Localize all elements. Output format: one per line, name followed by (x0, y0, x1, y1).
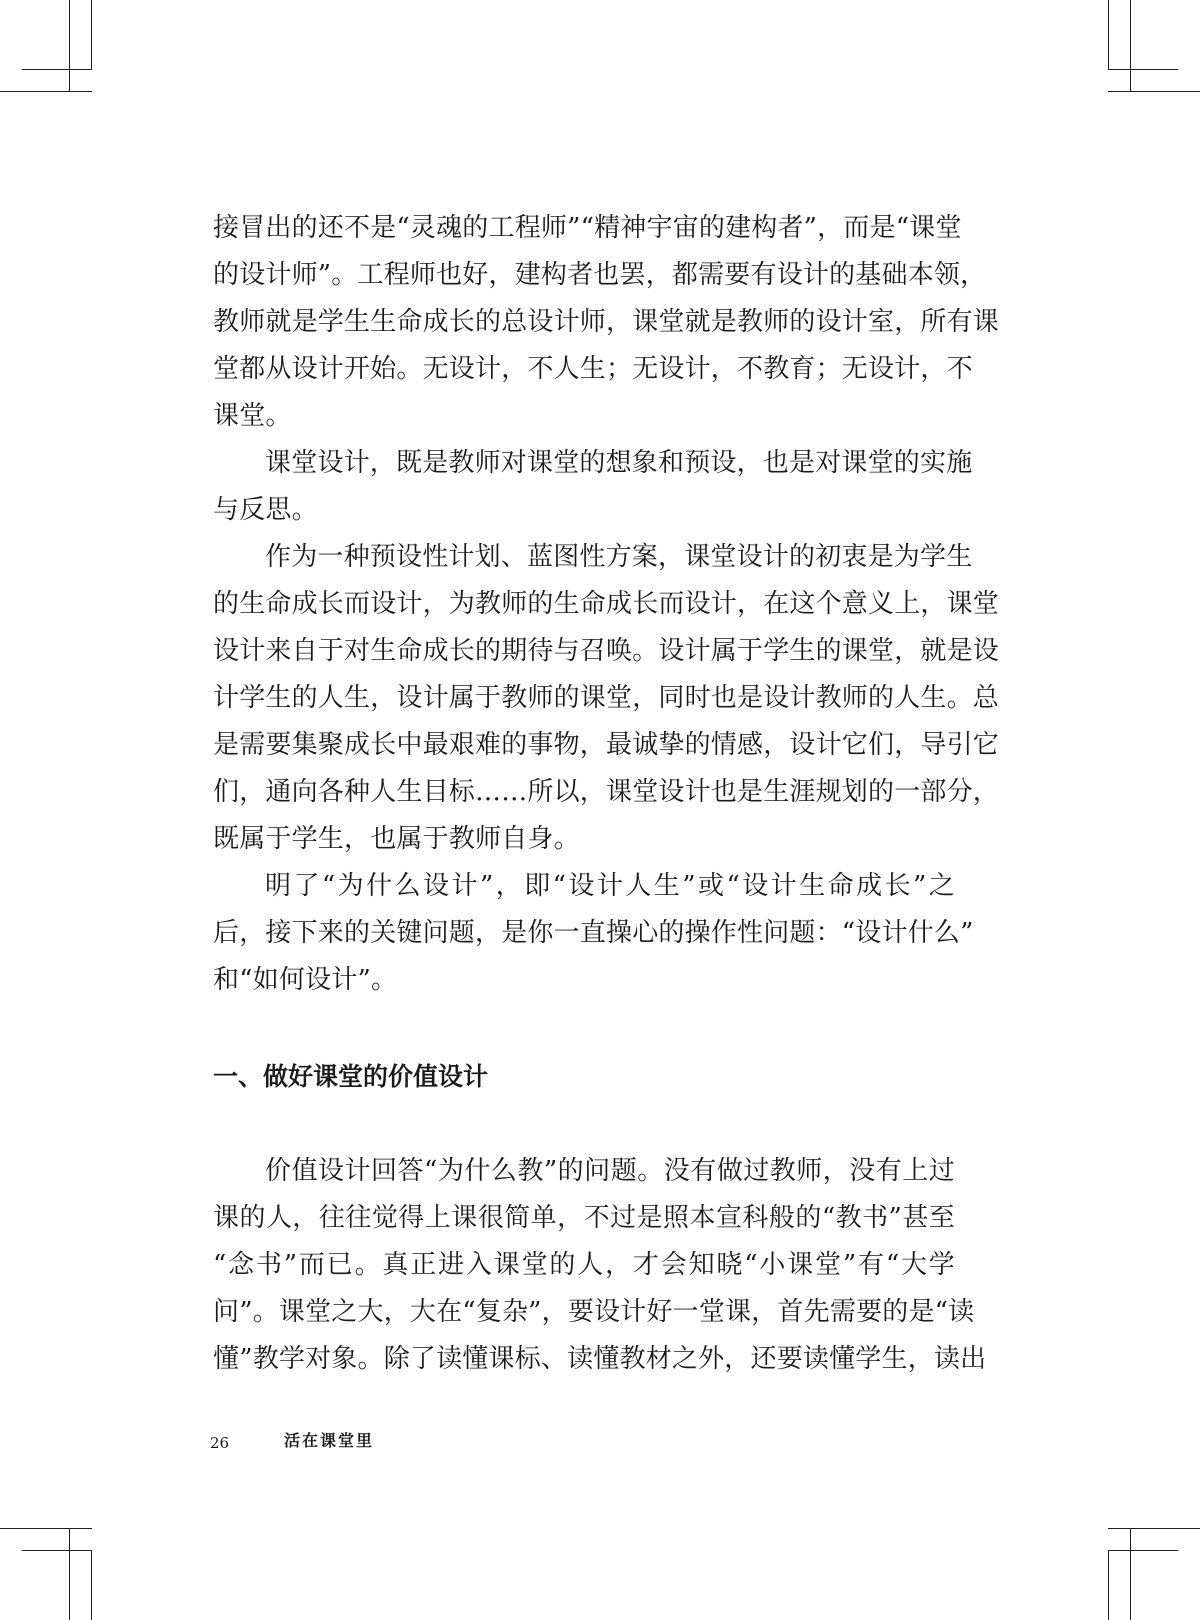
paragraph-line: 课堂。 (213, 401, 292, 431)
paragraph-line: 和“如何设计”。 (213, 965, 398, 995)
paragraph-line: “念书”而已。真正进入课堂的人，才会知晓“小课堂”有“大学 (213, 1250, 955, 1280)
crop-mark-bottom-right-v2 (1130, 1528, 1131, 1620)
crop-mark-top-right-h2 (1108, 91, 1200, 92)
crop-mark-bottom-right-h (1108, 1550, 1178, 1551)
crop-mark-top-right-v (1108, 0, 1109, 70)
paragraph-line: 堂都从设计开始。无设计，不人生；无设计，不教育；无设计，不 (213, 354, 973, 384)
paragraph-line: 接冒出的还不是“灵魂的工程师”“精神宇宙的建构者”，而是“课堂 (213, 213, 962, 243)
crop-mark-top-left-h (22, 69, 92, 70)
crop-mark-bottom-left-v2 (69, 1528, 70, 1620)
crop-mark-bottom-right-v (1108, 1550, 1109, 1620)
paragraph-line: 们，通向各种人生目标……所以，课堂设计也是生涯规划的一部分， (213, 777, 1000, 807)
crop-mark-top-left-h2 (0, 91, 92, 92)
paragraph-line: 作为一种预设性计划、蓝图性方案，课堂设计的初衷是为学生 (265, 542, 973, 572)
page-number: 26 (210, 1434, 230, 1452)
paragraph-line: 的生命成长而设计，为教师的生命成长而设计，在这个意义上，课堂 (213, 589, 1000, 619)
paragraph-line: 教师就是学生生命成长的总设计师，课堂就是教师的设计室，所有课 (213, 307, 1000, 337)
crop-mark-top-left-v (91, 0, 92, 70)
running-footer-title: 活在课堂里 (284, 1431, 375, 1450)
crop-mark-bottom-left-h2 (0, 1528, 92, 1529)
paragraph-line: 明了“为什么设计”，即“设计人生”或“设计生命成长”之 (265, 871, 955, 901)
crop-mark-top-left-v2 (69, 0, 70, 92)
crop-mark-top-right-v2 (1130, 0, 1131, 92)
section-heading: 一、做好课堂的价值设计 (213, 1062, 489, 1091)
paragraph-line: 懂”教学对象。除了读懂课标、读懂教材之外，还要读懂学生，读出 (213, 1344, 987, 1374)
paragraph-line: 与反思。 (213, 495, 318, 525)
paragraph-line: 是需要集聚成长中最艰难的事物，最诚挚的情感，设计它们，导引它 (213, 730, 1000, 760)
crop-mark-bottom-left-v (91, 1550, 92, 1620)
paragraph-line: 后，接下来的关键问题，是你一直操心的操作性问题：“设计什么” (213, 918, 974, 948)
paragraph-line: 问”。课堂之大，大在“复杂”，要设计好一堂课，首先需要的是“读 (213, 1297, 975, 1327)
crop-mark-bottom-right-h2 (1108, 1528, 1200, 1529)
paragraph-line: 的设计师”。工程师也好，建构者也罢，都需要有设计的基础本领， (213, 260, 987, 290)
paragraph-line: 既属于学生，也属于教师自身。 (213, 824, 580, 854)
crop-mark-bottom-left-h (22, 1550, 92, 1551)
paragraph-line: 计学生的人生，设计属于教师的课堂，同时也是设计教师的人生。总 (213, 683, 1000, 713)
paragraph-line: 课的人，往往觉得上课很简单，不过是照本宣科般的“教书”甚至 (213, 1203, 955, 1233)
paragraph-line: 设计来自于对生命成长的期待与召唤。设计属于学生的课堂，就是设 (213, 636, 1000, 666)
paragraph-line: 课堂设计，既是教师对课堂的想象和预设，也是对课堂的实施 (265, 448, 973, 478)
crop-mark-top-right-h (1108, 69, 1178, 70)
paragraph-line: 价值设计回答“为什么教”的问题。没有做过教师，没有上过 (265, 1156, 955, 1186)
